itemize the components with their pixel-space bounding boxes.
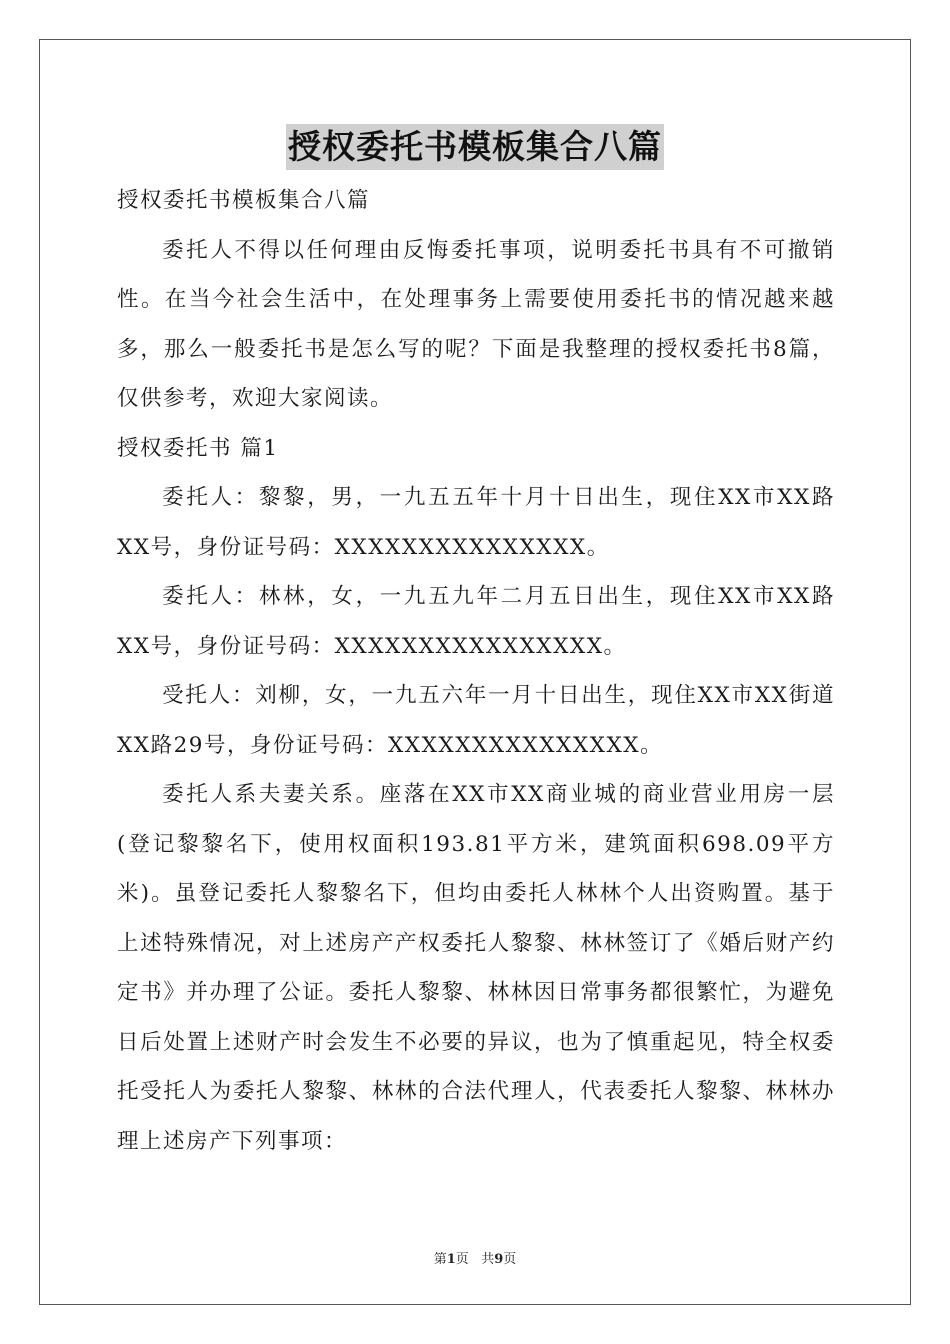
paragraph-body: 委托人系夫妻关系。座落在XX市XX商业城的商业营业用房一层(登记黎黎名下，使用权面积193.81平方米，建筑面积698.09平方米)。虽登记委托人黎黎名下，但均由委托人林林个人出资购置。基于上述特殊情况，对上述房产产权委托人黎黎、林林签订了《婚后财产约定书》并办理了公证。委托人黎黎、林林因日常事务都很繁忙，为避免日后处置上述财产时会发生不必要的异议，也为了慎重起见，特全权委托受托人为委托人黎黎、林林的合法代理人，代表委托人黎黎、林林办理上述房产下列事项：	[117, 782, 835, 1154]
document-title: 授权委托书模板集合八篇	[286, 124, 664, 170]
paragraph-agent: 受托人：刘柳，女，一九五六年一月十日出生，现住XX市XX街道XX路29号，身份证号码：XXXXXXXXXXXXXXX。	[117, 683, 835, 758]
footer-total-suffix: 页	[503, 1252, 517, 1267]
paragraph-principal-1: 委托人：黎黎，男，一九五五年十月十日出生，现住XX市XX路XX号，身份证号码：XXXXXXXXXXXXXXX。	[117, 485, 835, 560]
footer-total-number: 9	[494, 1252, 504, 1267]
intro-paragraph: 委托人不得以任何理由反悔委托事项，说明委托书具有不可撤销性。在当今社会生活中，在处理事务上需要使用委托书的情况越来越多，那么一般委托书是怎么写的呢？下面是我整理的授权委托书8篇，仅供参考，欢迎大家阅读。	[117, 237, 835, 411]
paragraph-principal-2: 委托人：林林，女，一九五九年二月五日出生，现住XX市XX路XX号，身份证号码：XXXXXXXXXXXXXXXX。	[117, 584, 835, 659]
footer-page-prefix: 第	[433, 1252, 447, 1267]
footer-page-number: 1	[446, 1252, 456, 1267]
section-heading: 授权委托书 篇1	[117, 435, 279, 461]
document-body	[117, 176, 835, 1166]
footer-total-prefix: 共	[481, 1252, 495, 1267]
subtitle: 授权委托书模板集合八篇	[117, 188, 371, 213]
title-container	[0, 124, 950, 170]
page-footer	[0, 1248, 950, 1267]
footer-page-mid: 页	[455, 1252, 469, 1267]
